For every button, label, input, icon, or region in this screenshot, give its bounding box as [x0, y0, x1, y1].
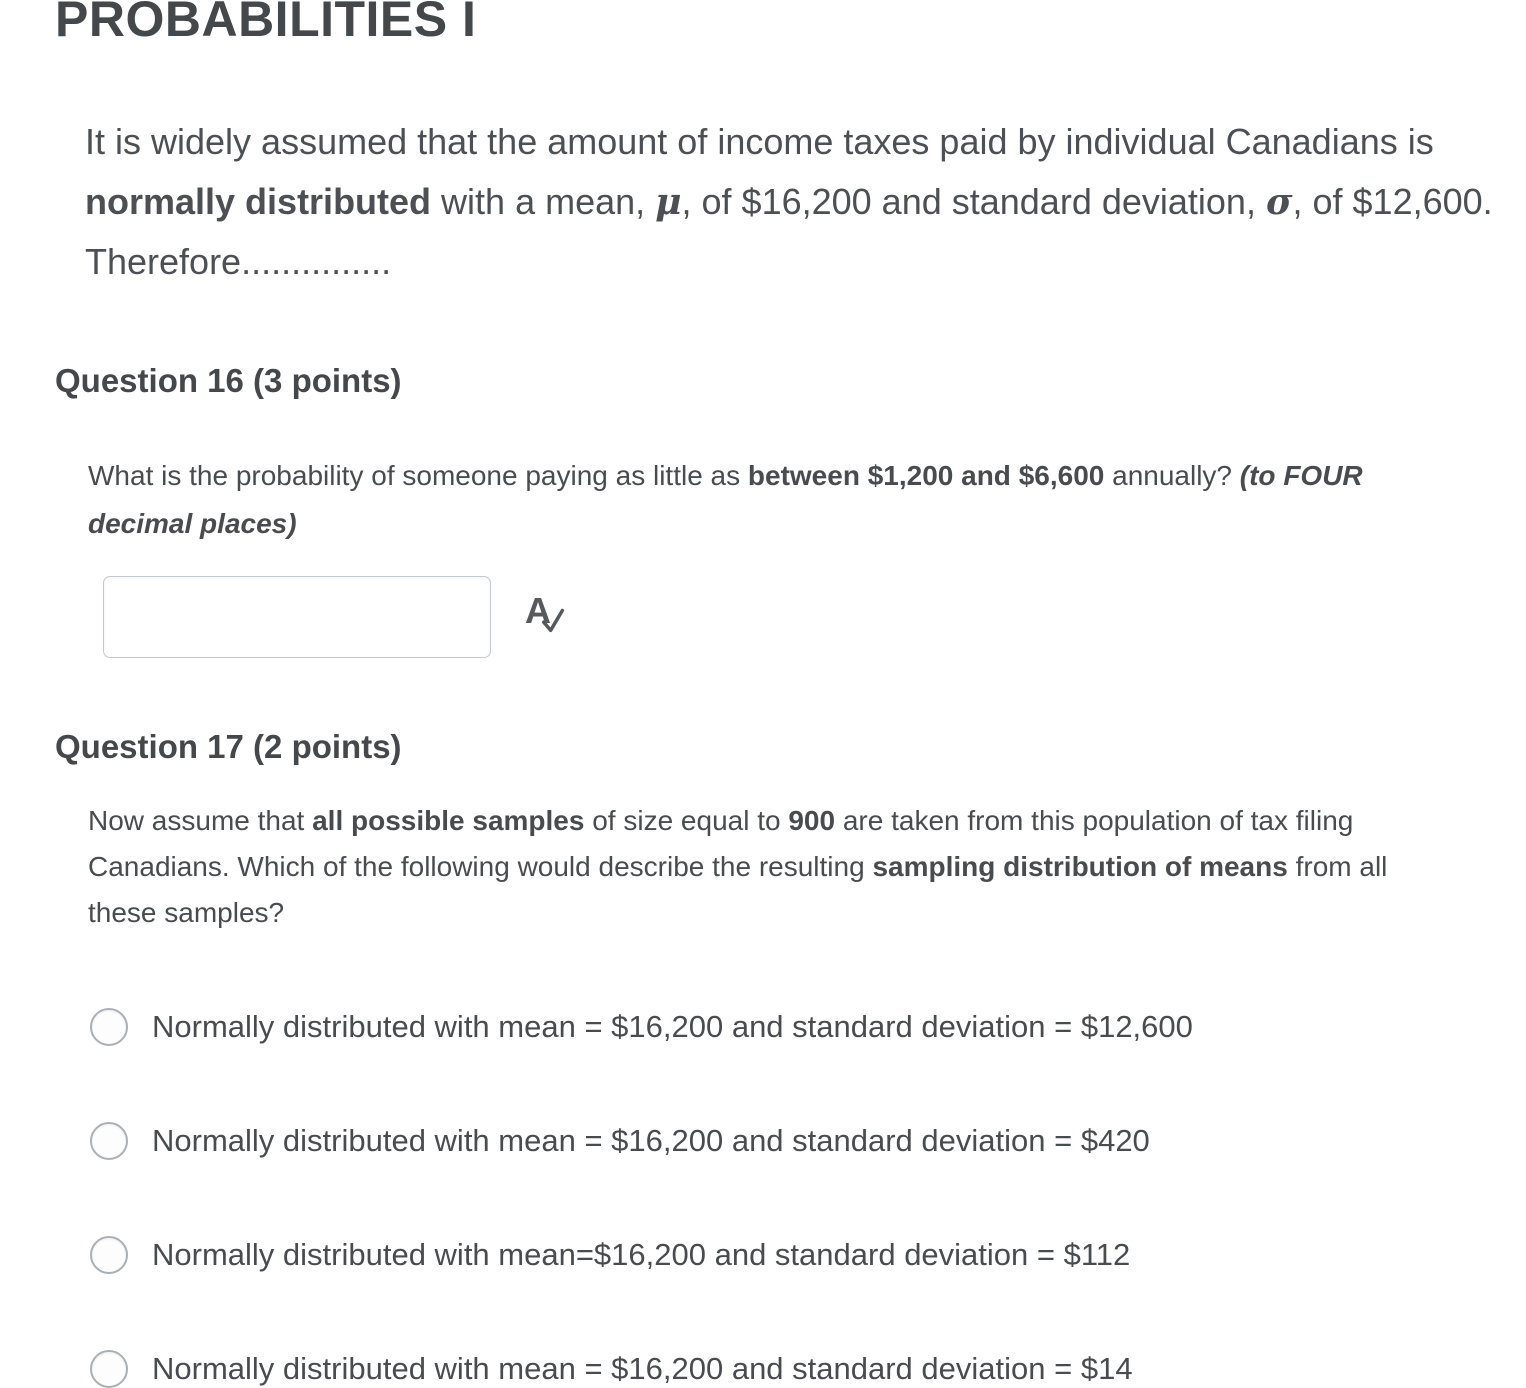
question16-decimal-note: (to FOUR decimal places) — [88, 460, 1363, 539]
question17-text-seg: are taken from this population of tax filing Canadians. Which of the following would describe the resulting — [88, 805, 1354, 882]
editor-check-glyph — [539, 607, 567, 635]
question17-text — [88, 798, 1460, 936]
answer-option-1[interactable] — [90, 1008, 1526, 1046]
option-label-1: Normally distributed with mean = $16,200 and standard deviation = $12,600 — [152, 1009, 1193, 1044]
question16-text — [88, 452, 1466, 548]
question17-text-seg: Now assume that — [88, 805, 313, 836]
question16-bold-range: between $1,200 and $6,600 — [747, 460, 1105, 491]
answer-option-4[interactable] — [90, 1350, 1526, 1388]
radio-button-1[interactable] — [90, 1008, 128, 1046]
intro-bold-normally-distributed: normally distributed — [85, 181, 432, 222]
intro-text: It is widely assumed that the amount of income taxes paid by individual Canadians is — [85, 121, 1434, 162]
radio-button-4[interactable] — [90, 1350, 128, 1388]
radio-button-2[interactable] — [90, 1122, 128, 1160]
question16-answer-row — [103, 576, 1526, 658]
option-label-2: Normally distributed with mean = $16,200 and standard deviation = $420 — [152, 1123, 1150, 1158]
question17-points: (2 points) — [243, 728, 402, 765]
question16-points: (3 points) — [243, 362, 402, 399]
question17-number: Question 17 — [55, 728, 244, 765]
intro-text: with a mean, — [431, 181, 656, 222]
question17-bold-sampling-distribution: sampling distribution of means — [872, 851, 1288, 882]
question16-number: Question 16 — [55, 362, 244, 399]
intro-text: , of $12,600. Therefore............... — [85, 181, 1493, 282]
mu-symbol: μ — [655, 181, 682, 223]
answer-option-3[interactable] — [90, 1236, 1526, 1274]
question17-text-seg: from all these samples? — [88, 851, 1388, 928]
question16-heading — [55, 362, 1526, 400]
editor-icon-letter: A — [525, 590, 551, 631]
question17-bold-samples: all possible samples — [312, 805, 585, 836]
question17-heading — [55, 728, 1526, 766]
intro-paragraph — [85, 112, 1526, 292]
question17-options — [90, 1008, 1526, 1388]
page-title: PROBABILITIES I — [55, 0, 477, 47]
question17-text-seg: of size equal to — [584, 805, 789, 836]
question16-text-seg: annually? — [1104, 460, 1240, 491]
radio-button-3[interactable] — [90, 1236, 128, 1274]
intro-text: , of $16,200 and standard deviation, — [681, 181, 1266, 222]
question17-bold-900: 900 — [788, 805, 836, 836]
question16-text-seg: What is the probability of someone paying as little as — [88, 460, 748, 491]
html-editor-icon[interactable] — [525, 590, 573, 641]
option-label-4: Normally distributed with mean = $16,200 and standard deviation = $14 — [152, 1351, 1133, 1386]
option-label-3: Normally distributed with mean=$16,200 and standard deviation = $112 — [152, 1237, 1131, 1272]
sigma-symbol: σ — [1265, 181, 1293, 223]
answer-option-2[interactable] — [90, 1122, 1526, 1160]
answer-text-input[interactable] — [103, 576, 491, 658]
